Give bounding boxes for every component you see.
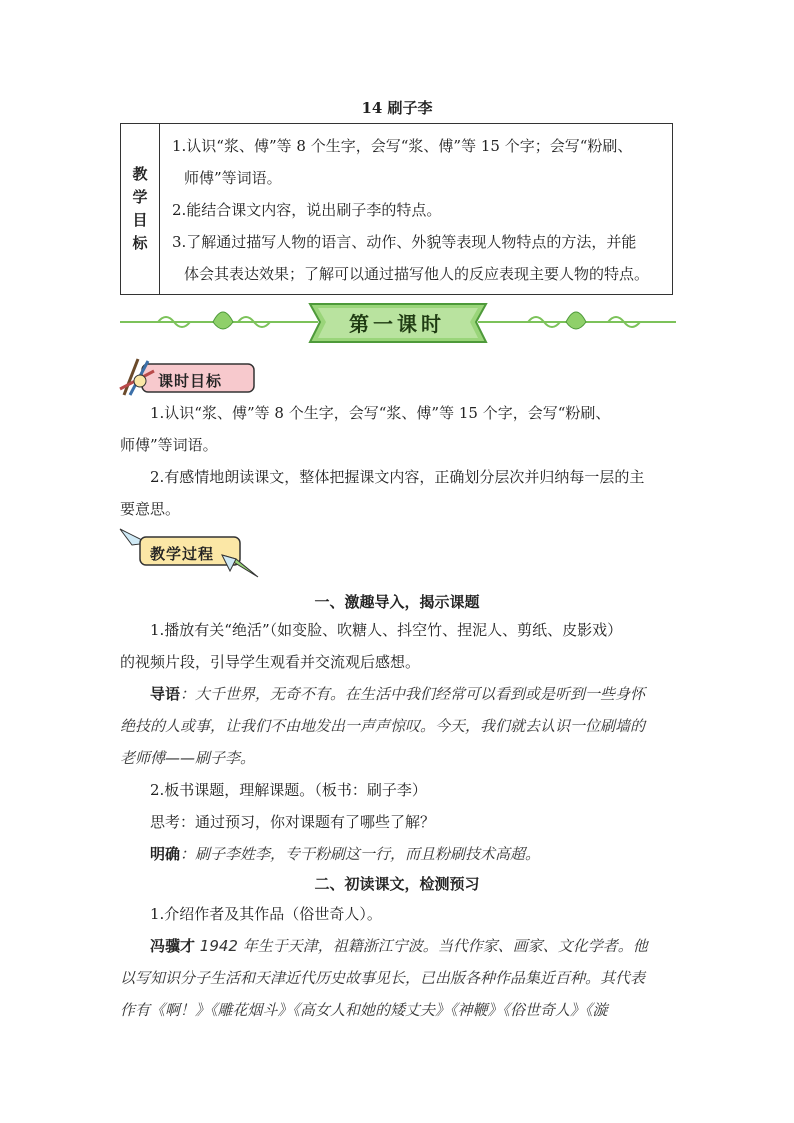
section-heading-1: 一、激趣导入，揭示课题 bbox=[314, 593, 480, 611]
process-step-2: 2.板书课题，理解课题。（板书：刷子李） bbox=[150, 781, 427, 799]
intro-paragraph: 导语：大千世界，无奇不有。在生活中我们经常可以看到或是听到一些身怀 绝技的人或事，让我们不由地发出一声声惊叹。今天，我们就去认识一位刷墙的 老师傅——刷子李。 bbox=[120, 685, 646, 767]
lesson-goal-2: 2.有感情地朗读课文，整体把握课文内容，正确划分层次并归纳每一层的主 要意思。 bbox=[120, 468, 645, 518]
author-intro: 冯骥才 1942 年生于天津，祖籍浙江宁波。当代作家、画家、文化学者。他 以写知识分子生活和天津近代历史故事见长，已出版各种作品集近百种。其代表 作有《啊！》《雕花烟斗》《高女人和她的矮丈夫》《神鞭》《俗世奇人》《漩 bbox=[120, 937, 648, 1019]
author-name: 冯骥才 bbox=[150, 937, 196, 955]
lesson-goals-tag: 课时目标 bbox=[158, 372, 223, 390]
lesson-goal-1: 1.认识“浆、傅”等 8 个生字，会写“浆、傅”等 15 个字，会写“粉刷、 师傅”等词语。 bbox=[120, 404, 611, 454]
clarify-answer: 明确：刷子李姓李，专干粉刷这一行，而且粉刷技术高超。 bbox=[150, 845, 541, 863]
objective-line: 1.认识“浆、傅”等 8 个生字，会写“浆、傅”等 15 个字；会写“粉刷、 bbox=[172, 137, 633, 155]
objective-line: 3.了解通过描写人物的语言、动作、外貌等表现人物特点的方法，并能 bbox=[172, 233, 637, 251]
process-step-1: 1.播放有关“绝活”（如变脸、吹糖人、抖空竹、捏泥人、剪纸、皮影戏） 的视频片段，引导学生观看并交流观后感想。 bbox=[120, 621, 623, 671]
think-question: 思考：通过预习，你对课题有了哪些了解？ bbox=[150, 813, 436, 831]
lesson-banner-title: 第一课时 bbox=[349, 312, 445, 336]
objective-line: 体会其表达效果；了解可以通过描写他人的反应表现主要人物的特点。 bbox=[184, 265, 650, 283]
section-heading-2: 二、初读课文，检测预习 bbox=[314, 875, 480, 893]
process-step-3: 1.介绍作者及其作品（俗世奇人）。 bbox=[150, 905, 382, 923]
objectives-table bbox=[120, 123, 673, 295]
page-title: 14 刷子李 bbox=[361, 99, 433, 117]
objective-line: 师傅”等词语。 bbox=[184, 169, 282, 187]
objective-line: 2.能结合课文内容，说出刷子李的特点。 bbox=[172, 201, 442, 219]
clarify-label: 明确 bbox=[150, 845, 181, 863]
process-tag: 教学过程 bbox=[150, 545, 215, 563]
objectives-content bbox=[160, 124, 673, 295]
intro-label: 导语 bbox=[150, 685, 181, 703]
objectives-label: 教 学 目 标 bbox=[121, 124, 160, 295]
